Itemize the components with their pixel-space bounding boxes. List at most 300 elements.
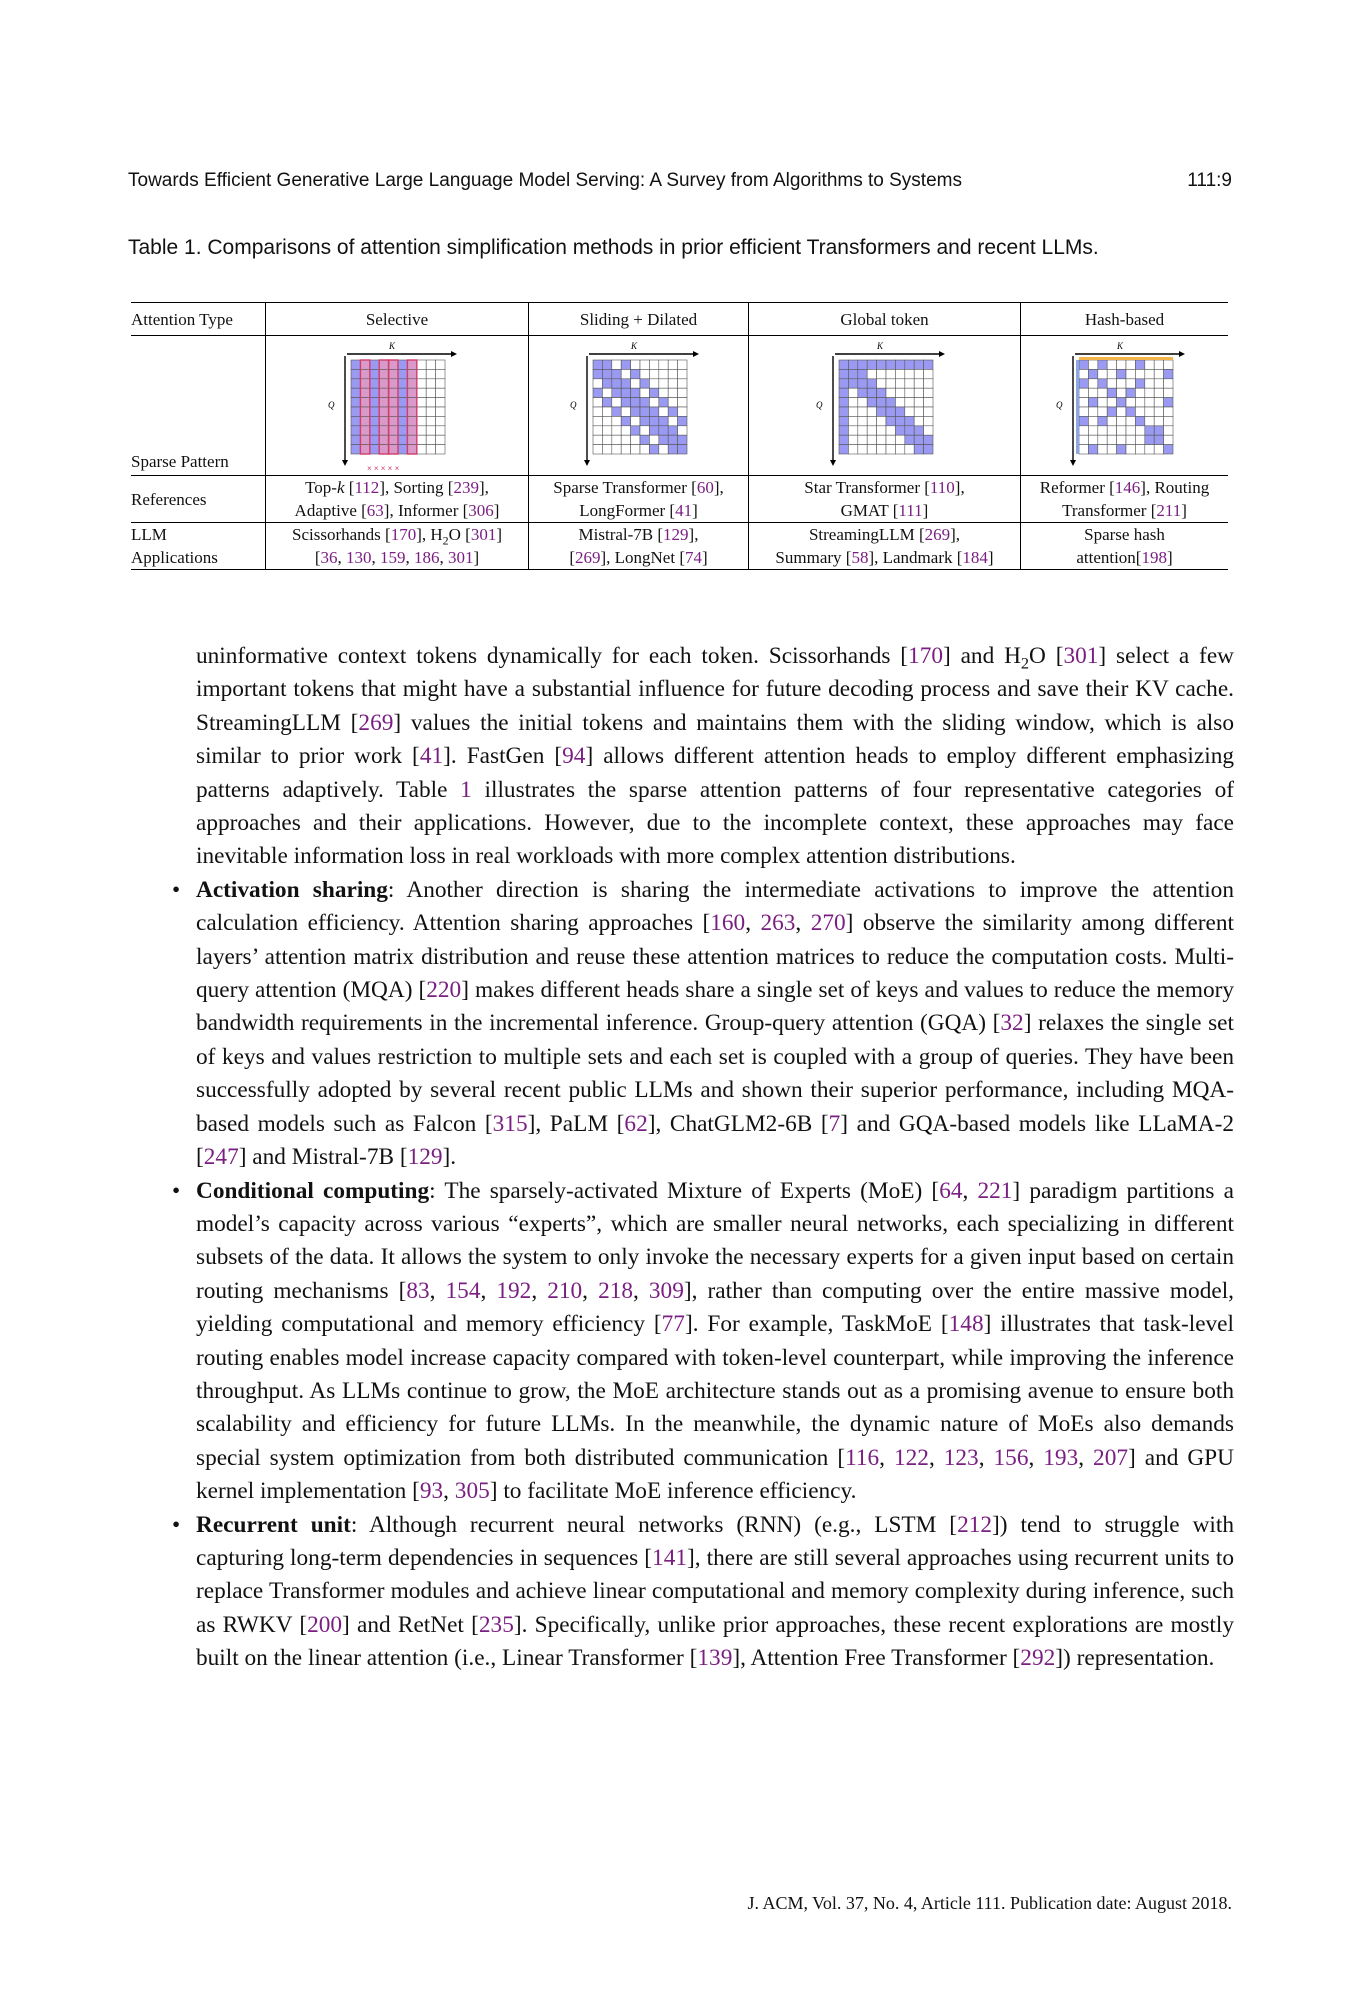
citation[interactable]: 146: [1114, 478, 1141, 497]
pattern-cell: [848, 444, 857, 453]
citation[interactable]: 218: [598, 1277, 634, 1304]
pattern-cell: [611, 378, 620, 387]
pattern-cell: [867, 369, 876, 378]
pattern-cell: [640, 407, 649, 416]
citation[interactable]: 64: [939, 1177, 963, 1204]
pattern-cell: [1126, 360, 1135, 369]
pattern-cell: [398, 360, 407, 369]
pattern-cell: [1116, 378, 1125, 387]
pattern-cell: [1088, 378, 1097, 387]
pattern-cell: [677, 407, 686, 416]
citation[interactable]: 116: [845, 1444, 880, 1471]
pattern-cell: [839, 397, 848, 406]
global-grid: [839, 360, 933, 454]
citation[interactable]: 36: [320, 548, 338, 567]
pattern-cell: [923, 425, 932, 434]
pattern-cell: [923, 378, 932, 387]
citation[interactable]: 235: [478, 1611, 514, 1638]
pattern-cell: [914, 397, 923, 406]
citation[interactable]: 207: [1093, 1444, 1128, 1471]
pattern-cell: [668, 444, 677, 453]
pattern-cell: [640, 360, 649, 369]
citation[interactable]: 129: [663, 525, 689, 544]
pattern-cell: [668, 435, 677, 444]
pattern-cell: [351, 378, 360, 387]
pattern-cell: [1144, 397, 1153, 406]
pattern-cell: [876, 378, 885, 387]
pattern-cell: [417, 444, 426, 453]
pattern-cell: [904, 425, 913, 434]
q-axis-arrowhead: [342, 460, 348, 466]
pattern-cell-selective: [266, 336, 529, 476]
citation[interactable]: 292: [1020, 1645, 1056, 1672]
ref-hash: Reformer [146], Routing Transformer [211]: [1039, 478, 1210, 520]
citation[interactable]: 200: [307, 1611, 343, 1638]
pattern-cell: [1135, 444, 1144, 453]
citation[interactable]: 210: [547, 1277, 583, 1304]
pattern-cell: [1154, 416, 1163, 425]
pattern-cell: [360, 388, 369, 397]
pattern-cell: [895, 369, 904, 378]
pattern-cell: [1097, 360, 1106, 369]
citation[interactable]: 110: [929, 478, 955, 497]
pattern-cell: [1079, 397, 1088, 406]
pattern-cell: [668, 407, 677, 416]
pattern-cell: [407, 378, 416, 387]
pattern-cell: [1079, 378, 1088, 387]
pattern-cell: [895, 360, 904, 369]
pattern-cell: [426, 416, 435, 425]
pattern-cell: [658, 416, 667, 425]
pattern-cell: [640, 397, 649, 406]
pattern-cell: [1097, 416, 1106, 425]
pattern-cell: [1154, 397, 1163, 406]
citation[interactable]: 63: [366, 501, 384, 520]
global-token-pattern-diagram: [815, 338, 955, 474]
pattern-cell: [407, 435, 416, 444]
pattern-cell: [436, 407, 445, 416]
pattern-cell: [848, 435, 857, 444]
pattern-cell: [426, 388, 435, 397]
pattern-cell: [389, 360, 398, 369]
citation[interactable]: 129: [407, 1144, 443, 1171]
pattern-cell: [857, 388, 866, 397]
pattern-cell: [351, 425, 360, 434]
citation[interactable]: 220: [426, 977, 462, 1004]
citation[interactable]: 94: [562, 743, 586, 770]
sliding-grid: [593, 360, 687, 454]
pattern-cell: [886, 369, 895, 378]
pattern-cell: [895, 425, 904, 434]
pattern-cell: [1097, 407, 1106, 416]
pattern-cell: [1154, 407, 1163, 416]
pattern-cell: [1079, 369, 1088, 378]
pattern-cell: [1135, 407, 1144, 416]
pattern-cell: [677, 360, 686, 369]
pattern-cell: [1126, 407, 1135, 416]
pattern-cell: [611, 397, 620, 406]
pattern-cell: [914, 378, 923, 387]
pattern-cell: [1097, 444, 1106, 453]
hash-based-pattern-diagram: [1055, 338, 1195, 474]
pattern-cell: [867, 360, 876, 369]
pattern-cell: [886, 416, 895, 425]
citation[interactable]: 112: [354, 478, 380, 497]
pattern-cell: [857, 425, 866, 434]
pattern-cell: [398, 425, 407, 434]
pattern-cell: [876, 397, 885, 406]
pattern-cell: [839, 360, 848, 369]
pattern-cell: [426, 378, 435, 387]
pattern-cell: [848, 369, 857, 378]
row-label-sparse-pattern: Sparse Pattern: [131, 336, 266, 476]
sliding-dilated-pattern-diagram: [569, 338, 709, 474]
running-title: Towards Efficient Generative Large Language Model Serving: A Survey from Algorithms to Systems: [128, 170, 962, 191]
pattern-cell: [1163, 397, 1172, 406]
pattern-cell: [360, 378, 369, 387]
pattern-cell: [630, 360, 639, 369]
citation[interactable]: 141: [652, 1544, 687, 1571]
hash-bucket-bar: [1079, 357, 1173, 360]
citation[interactable]: 154: [445, 1277, 481, 1304]
q-axis-arrowhead: [1070, 460, 1076, 466]
pattern-cell: [436, 425, 445, 434]
citation[interactable]: 309: [648, 1277, 684, 1304]
pattern-cell: [1116, 388, 1125, 397]
citation[interactable]: 159: [380, 548, 406, 567]
citation[interactable]: 301: [448, 548, 474, 567]
pattern-cell: [867, 407, 876, 416]
axis-k-label: K: [876, 340, 883, 351]
pattern-cell: [904, 378, 913, 387]
pattern-cell: [1144, 360, 1153, 369]
pattern-cell: [379, 369, 388, 378]
citation[interactable]: 7: [828, 1110, 841, 1137]
pattern-cell: [658, 360, 667, 369]
pattern-cell: [621, 407, 630, 416]
pattern-cell: [867, 425, 876, 434]
pattern-cell: [677, 416, 686, 425]
pattern-cell: [886, 360, 895, 369]
pattern-cell: [611, 435, 620, 444]
pattern-cell: [379, 435, 388, 444]
citation[interactable]: 156: [993, 1444, 1029, 1471]
pattern-cell: [876, 425, 885, 434]
citation[interactable]: 269: [924, 525, 951, 544]
citation[interactable]: 301: [1063, 643, 1099, 669]
pattern-cell: [1163, 444, 1172, 453]
ref-global: Star Transformer [110], GMAT [111]: [749, 476, 1021, 523]
pattern-cell: [649, 388, 658, 397]
pattern-cell: [658, 378, 667, 387]
pattern-cell: [867, 378, 876, 387]
pattern-cell: [1088, 416, 1097, 425]
pattern-cell: [351, 369, 360, 378]
pattern-cell: [1144, 388, 1153, 397]
citation[interactable]: 247: [203, 1144, 239, 1171]
citation[interactable]: 270: [810, 910, 846, 937]
pattern-cell: [1079, 388, 1088, 397]
pattern-cell: [904, 360, 913, 369]
pattern-cell: [895, 388, 904, 397]
pattern-cell: [621, 369, 630, 378]
pattern-cell: [1097, 425, 1106, 434]
citation[interactable]: 186: [414, 548, 440, 567]
pattern-cell: [630, 388, 639, 397]
citation[interactable]: 306: [468, 501, 494, 520]
pattern-cell: [640, 435, 649, 444]
pattern-cell: [1154, 388, 1163, 397]
pattern-cell: [379, 378, 388, 387]
pattern-cell: [1154, 435, 1163, 444]
pattern-cell: [351, 397, 360, 406]
citation[interactable]: 41: [675, 501, 693, 520]
pattern-cell: [1144, 435, 1153, 444]
citation[interactable]: 62: [624, 1110, 648, 1137]
running-header: [128, 170, 1232, 192]
pattern-cell: [857, 407, 866, 416]
pattern-cell: [1135, 416, 1144, 425]
pattern-cell: [886, 378, 895, 387]
pattern-cell: [839, 425, 848, 434]
pattern-cell: [658, 369, 667, 378]
pattern-cell: [867, 397, 876, 406]
pattern-cell: [914, 425, 923, 434]
citation[interactable]: 198: [1141, 548, 1167, 567]
pattern-cell: [370, 416, 379, 425]
pattern-cell: [677, 378, 686, 387]
pattern-cell: [630, 416, 639, 425]
citation[interactable]: 184: [962, 548, 988, 567]
pattern-cell: [1079, 407, 1088, 416]
pattern-cell: [602, 388, 611, 397]
term-recurrent-unit: Recurrent unit: [196, 1511, 351, 1538]
citation[interactable]: 221: [977, 1177, 1013, 1204]
pattern-cell: [895, 416, 904, 425]
citation[interactable]: 77: [661, 1311, 685, 1338]
pattern-cell: [426, 435, 435, 444]
pattern-cell: [1135, 360, 1144, 369]
pattern-cell: [360, 416, 369, 425]
pattern-cell: [602, 444, 611, 453]
pattern-cell: [1097, 388, 1106, 397]
pattern-cell: [436, 388, 445, 397]
hash-bucket-bar: [1076, 360, 1079, 454]
pattern-cell: [914, 388, 923, 397]
citation[interactable]: 93: [419, 1478, 444, 1505]
pattern-cell: [1107, 378, 1116, 387]
citation[interactable]: 212: [957, 1511, 993, 1538]
pattern-cell: [1126, 388, 1135, 397]
pattern-cell: [621, 425, 630, 434]
pattern-cell: [417, 378, 426, 387]
pattern-cell: [630, 435, 639, 444]
pattern-cell: [904, 397, 913, 406]
citation[interactable]: 32: [1000, 1010, 1024, 1037]
pattern-cell: [886, 388, 895, 397]
pattern-cell: [923, 444, 932, 453]
pattern-cell: [658, 407, 667, 416]
pattern-cell: [389, 369, 398, 378]
pattern-cell: [649, 416, 658, 425]
citation[interactable]: 170: [390, 525, 417, 544]
pattern-cell: [379, 416, 388, 425]
citation[interactable]: 160: [710, 910, 746, 937]
row-label-llm-applications: LLM Applications: [131, 523, 266, 570]
citation[interactable]: 193: [1043, 1444, 1079, 1471]
pattern-cell: [904, 388, 913, 397]
pattern-cell: [677, 425, 686, 434]
pattern-cell: [417, 397, 426, 406]
pattern-cell: [1107, 444, 1116, 453]
axis-k-label: K: [1116, 340, 1123, 351]
citation[interactable]: 111: [898, 501, 923, 520]
pattern-cell: [593, 435, 602, 444]
k-axis-arrowhead: [451, 351, 457, 357]
col-header-selective: Selective: [266, 303, 529, 336]
pattern-cell: [407, 397, 416, 406]
citation[interactable]: 122: [893, 1444, 929, 1471]
pattern-cell: [602, 360, 611, 369]
pattern-cell-global: [749, 336, 1021, 476]
pattern-cell: [895, 378, 904, 387]
row-label-references: References: [131, 476, 266, 523]
pattern-cell: [602, 369, 611, 378]
pattern-cell: [1079, 435, 1088, 444]
pattern-cell: [658, 425, 667, 434]
pattern-cell: [886, 397, 895, 406]
pattern-cell: [649, 435, 658, 444]
pattern-cell: [1135, 397, 1144, 406]
pattern-cell: [876, 407, 885, 416]
citation[interactable]: 305: [454, 1478, 490, 1505]
pattern-cell: [1126, 397, 1135, 406]
citation[interactable]: 123: [943, 1444, 979, 1471]
pattern-cell: [630, 397, 639, 406]
pattern-cell: [379, 388, 388, 397]
pattern-cell: [848, 388, 857, 397]
pattern-cell: [1135, 388, 1144, 397]
pattern-cell: [602, 435, 611, 444]
pattern-cell: [848, 378, 857, 387]
pattern-cell: [417, 360, 426, 369]
pattern-cell: [360, 435, 369, 444]
citation[interactable]: 148: [948, 1311, 984, 1338]
pattern-cell: [1154, 444, 1163, 453]
citation[interactable]: 269: [358, 709, 394, 736]
pattern-cell: [398, 435, 407, 444]
pattern-cell: [436, 435, 445, 444]
pattern-cell: [1135, 435, 1144, 444]
pattern-cell: [1116, 369, 1125, 378]
pattern-cell: [1116, 444, 1125, 453]
citation[interactable]: 239: [453, 478, 479, 497]
citation[interactable]: 130: [346, 548, 372, 567]
pattern-cell: [867, 435, 876, 444]
citation[interactable]: 83: [406, 1277, 430, 1304]
pattern-cell: [1163, 388, 1172, 397]
pattern-cell: [436, 444, 445, 453]
pattern-cell: [426, 444, 435, 453]
pattern-cell: [389, 444, 398, 453]
pattern-cell: [914, 407, 923, 416]
pattern-cell: [611, 407, 620, 416]
axis-q-label: Q: [328, 399, 335, 410]
pattern-cell: [839, 369, 848, 378]
pattern-cell: [649, 407, 658, 416]
pattern-cell: [1154, 425, 1163, 434]
pattern-cell: [914, 416, 923, 425]
pattern-cell: [1126, 378, 1135, 387]
pattern-cell: [1126, 425, 1135, 434]
pattern-cell: [389, 397, 398, 406]
pattern-cell: [895, 397, 904, 406]
pattern-cell: [1116, 416, 1125, 425]
pattern-cell: [398, 397, 407, 406]
pattern-cell: [1163, 369, 1172, 378]
citation[interactable]: 41: [419, 743, 444, 770]
pattern-cell: [389, 407, 398, 416]
pattern-cell: [379, 444, 388, 453]
pattern-cell: [668, 360, 677, 369]
pattern-cell: [677, 444, 686, 453]
llm-applications-row: [131, 523, 1228, 570]
pattern-cell: [677, 388, 686, 397]
citation[interactable]: 263: [760, 910, 796, 937]
pattern-cell: [857, 435, 866, 444]
pattern-cell: [1088, 425, 1097, 434]
selective-column-marks: × × × × ×: [367, 463, 400, 473]
citation[interactable]: 301: [470, 525, 497, 544]
citation[interactable]: 211: [1156, 501, 1182, 520]
citation[interactable]: 58: [851, 548, 869, 567]
pattern-cell: [407, 444, 416, 453]
pattern-cell: [417, 388, 426, 397]
pattern-cell: [904, 369, 913, 378]
pattern-cell: [1097, 397, 1106, 406]
citation[interactable]: 139: [697, 1645, 733, 1672]
citation[interactable]: 192: [496, 1277, 532, 1304]
pattern-cell: [370, 397, 379, 406]
pattern-cell: [914, 435, 923, 444]
citation[interactable]: 315: [492, 1110, 528, 1137]
col-header-hash-based: Hash-based: [1084, 309, 1165, 329]
citation[interactable]: 60: [696, 478, 714, 497]
pattern-cell: [1154, 378, 1163, 387]
table-header-row: [131, 303, 1228, 336]
citation[interactable]: 170: [908, 643, 943, 669]
pattern-cell: [611, 416, 620, 425]
pattern-cell: [370, 425, 379, 434]
pattern-cell: [593, 388, 602, 397]
citation[interactable]: 269: [574, 548, 601, 567]
pattern-cell: [848, 397, 857, 406]
pattern-cell: [621, 416, 630, 425]
citation[interactable]: 74: [685, 548, 702, 567]
pattern-cell: [1088, 444, 1097, 453]
pattern-cell: [1154, 369, 1163, 378]
pattern-cell: [839, 407, 848, 416]
pattern-cell: [839, 444, 848, 453]
pattern-cell: [407, 360, 416, 369]
pattern-cell: [379, 397, 388, 406]
pattern-cell: [923, 360, 932, 369]
pattern-cell: [621, 444, 630, 453]
pattern-cell: [379, 360, 388, 369]
pattern-cell: [407, 416, 416, 425]
pattern-cell: [848, 416, 857, 425]
table-reference-link[interactable]: 1: [460, 776, 472, 803]
